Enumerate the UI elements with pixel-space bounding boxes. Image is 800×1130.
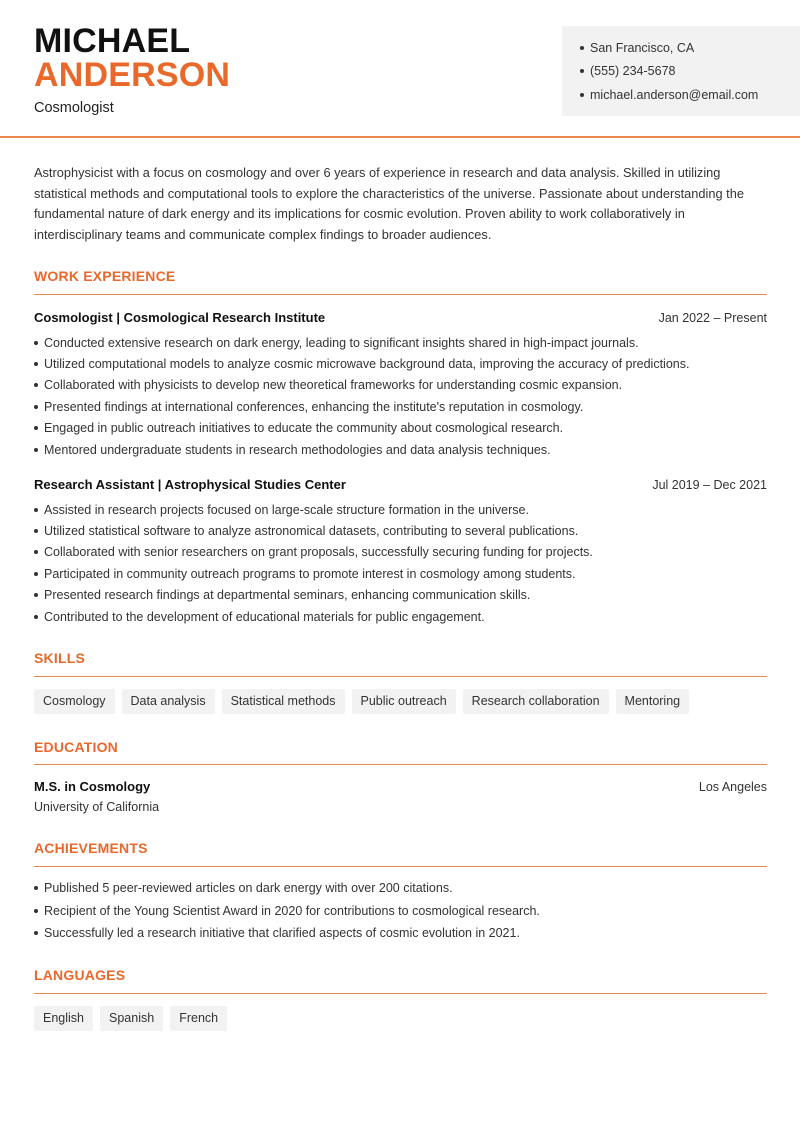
school-name: University of California <box>34 800 160 814</box>
bullet-icon <box>34 426 38 430</box>
bullet-text: Assisted in research projects focused on large-scale structure formation in the universe. <box>44 502 529 517</box>
list-item <box>34 542 767 563</box>
bullet-icon <box>580 69 584 73</box>
section-divider <box>34 676 767 677</box>
job-position: Cosmologist | Cosmological Research Institute <box>34 310 326 325</box>
bullet-icon <box>34 550 38 554</box>
section-title-education: EDUCATION <box>34 739 118 755</box>
section-title-languages: LANGUAGES <box>34 967 126 983</box>
list-item <box>34 418 767 439</box>
skills-list <box>34 689 689 714</box>
degree: M.S. in Cosmology <box>34 779 151 794</box>
bullet-text: Utilized computational models to analyze cosmic microwave background data, improving the accuracy of predictions. <box>44 357 690 372</box>
bullet-text: Conducted extensive research on dark energy, leading to significant insights shared in high-impact journals. <box>44 335 639 350</box>
location-text: San Francisco, CA <box>590 40 695 55</box>
achievements-list <box>34 877 767 945</box>
section-divider <box>34 866 767 867</box>
education-location: Los Angeles <box>698 780 767 794</box>
bullet-icon <box>34 529 38 533</box>
bullet-text: Successfully led a research initiative that clarified aspects of cosmic evolution in 2021. <box>44 926 520 941</box>
bullet-icon <box>34 448 38 452</box>
bullet-icon <box>34 572 38 576</box>
skill-chip: Data analysis <box>122 689 215 714</box>
bullet-text: Mentored undergraduate students in research methodologies and data analysis techniques. <box>44 442 551 457</box>
bullet-text: Engaged in public outreach initiatives to educate the community about cosmological research. <box>44 421 564 436</box>
bullet-icon <box>34 886 38 890</box>
resume-header <box>0 0 800 138</box>
job-date: Jan 2022 – Present <box>658 311 767 325</box>
bullet-icon <box>580 93 584 97</box>
list-item <box>34 353 767 374</box>
section-divider <box>34 764 767 765</box>
skill-chip: Cosmology <box>34 689 115 714</box>
bullet-icon <box>34 615 38 619</box>
contact-location <box>580 36 800 60</box>
skill-chip: Statistical methods <box>222 689 345 714</box>
phone-text: (555) 234-5678 <box>590 64 676 79</box>
list-item <box>34 585 767 606</box>
job-position: Research Assistant | Astrophysical Studies Center <box>34 477 346 492</box>
bullet-icon <box>34 931 38 935</box>
language-chip: French <box>170 1006 227 1031</box>
bullet-icon <box>580 46 584 50</box>
list-item <box>34 563 767 584</box>
bullet-text: Collaborated with physicists to develop new theoretical frameworks for understanding cosmic expansion. <box>44 378 623 393</box>
job-date: Jul 2019 – Dec 2021 <box>652 478 767 492</box>
list-item <box>34 375 767 396</box>
bullet-icon <box>34 383 38 387</box>
list-item <box>34 439 767 460</box>
bullet-icon <box>34 341 38 345</box>
bullet-icon <box>34 405 38 409</box>
language-chip: English <box>34 1006 93 1031</box>
bullet-text: Utilized statistical software to analyze astronomical datasets, contributing to several publications. <box>44 524 579 539</box>
section-divider <box>34 294 767 295</box>
contact-email <box>580 83 800 107</box>
list-item <box>34 900 767 923</box>
bullet-icon <box>34 362 38 366</box>
bullet-icon <box>34 593 38 597</box>
language-chip: Spanish <box>100 1006 163 1031</box>
list-item <box>34 877 767 900</box>
bullet-text: Recipient of the Young Scientist Award in 2020 for contributions to cosmological research. <box>44 903 540 918</box>
list-item <box>34 520 767 541</box>
bullet-text: Presented findings at international conferences, enhancing the institute's reputation in cosmology. <box>44 399 584 414</box>
skill-chip: Research collaboration <box>463 689 609 714</box>
bullet-text: Contributed to the development of educational materials for public engagement. <box>44 609 485 624</box>
bullet-text: Participated in community outreach programs to promote interest in cosmology among students. <box>44 566 576 581</box>
email-text: michael.anderson@email.com <box>590 87 759 102</box>
bullet-icon <box>34 508 38 512</box>
skill-chip: Mentoring <box>616 689 690 714</box>
first-name: MICHAEL <box>34 22 191 60</box>
list-item <box>34 499 767 520</box>
list-item <box>34 396 767 417</box>
contact-box <box>562 26 800 116</box>
bullet-text: Presented research findings at departmental seminars, enhancing communication skills. <box>44 588 531 603</box>
section-title-work: WORK EXPERIENCE <box>34 268 176 284</box>
languages-list <box>34 1006 227 1031</box>
summary-paragraph: Astrophysicist with a focus on cosmology and over 6 years of experience in research and data analysis. Skilled in utilizing statistical methods and computational tools to explore the characteristics of the universe. Passionate about understanding the fundamental nature of dark energy and its implications for cosmic evolution. Proven ability to work collaboratively in interdisciplinary teams and communicate complex findings to broader audiences. <box>34 165 744 243</box>
list-item <box>34 922 767 945</box>
bullet-icon <box>34 909 38 913</box>
section-title-achievements: ACHIEVEMENTS <box>34 840 148 856</box>
job-header-1 <box>34 310 767 325</box>
job-header-2 <box>34 477 767 492</box>
job-bullets-1 <box>34 332 767 460</box>
education-header <box>34 779 767 794</box>
job-title-heading: Cosmologist <box>34 100 114 116</box>
bullet-text: Collaborated with senior researchers on grant proposals, successfully securing funding for projects. <box>44 545 593 560</box>
last-name: ANDERSON <box>34 56 231 94</box>
section-divider <box>34 993 767 994</box>
bullet-text: Published 5 peer-reviewed articles on dark energy with over 200 citations. <box>44 881 453 896</box>
list-item <box>34 332 767 353</box>
list-item <box>34 606 767 627</box>
section-title-skills: SKILLS <box>34 650 85 666</box>
skill-chip: Public outreach <box>352 689 456 714</box>
contact-phone <box>580 60 800 84</box>
job-bullets-2 <box>34 499 767 627</box>
